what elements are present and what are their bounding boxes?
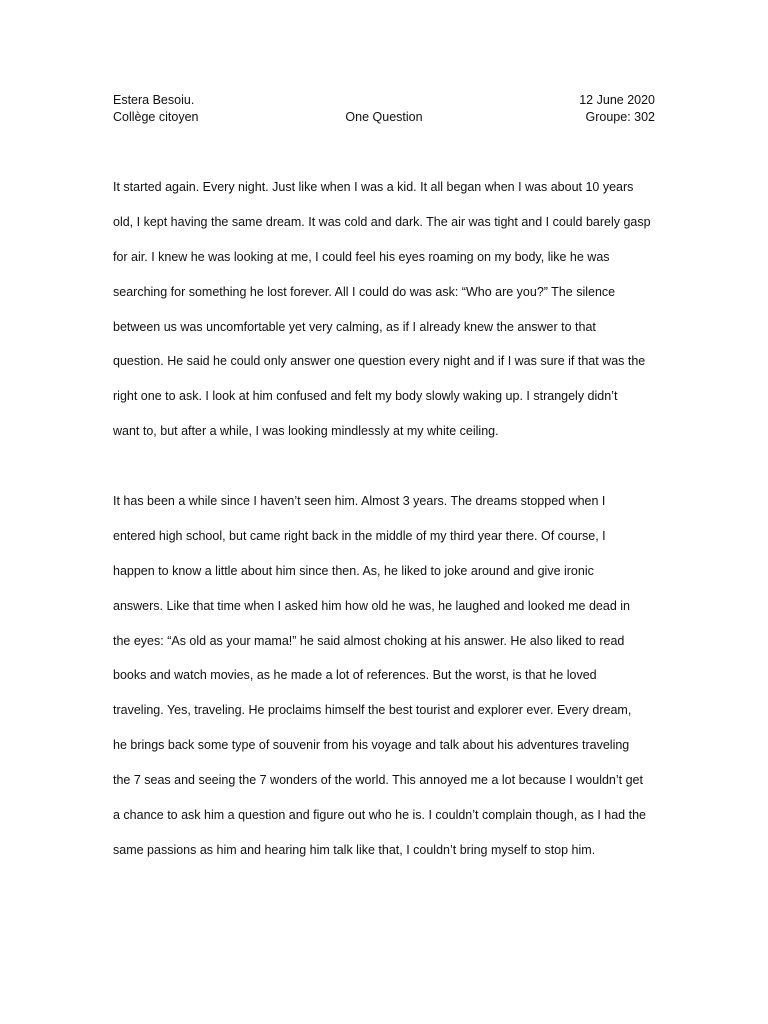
group-number: Groupe: 302 [585, 110, 655, 124]
paragraph-line: for air. I knew he was looking at me, I could feel his eyes roaming on my body, like he was [113, 249, 610, 264]
paragraph-line: entered high school, but came right back in the middle of my third year there. Of course, I [113, 528, 606, 543]
paragraph-line: the eyes: “As old as your mama!” he said almost choking at his answer. He also liked to read [113, 633, 625, 648]
school-name: Collège citoyen [113, 110, 199, 124]
paragraph-line: It started again. Every night. Just like when I was a kid. It all began when I was about 10 years [113, 180, 634, 194]
document-title: One Question [345, 110, 423, 124]
paragraph-line: same passions as him and hearing him talk like that, I couldn’t bring myself to stop him. [113, 842, 596, 857]
paragraph-line: he brings back some type of souvenir from his voyage and talk about his adventures traveling [113, 738, 630, 753]
header-right [579, 92, 655, 126]
paragraph-line: right one to ask. I look at him confused and felt my body slowly waking up. I strangely didn’t [113, 389, 618, 404]
paragraph-1 [113, 179, 658, 458]
paragraph-line: answers. Like that time when I asked him how old he was, he laughed and looked me dead in [113, 598, 630, 613]
paragraph-line: happen to know a little about him since then. As, he liked to joke around and give ironic [113, 563, 594, 578]
paragraph-line: question. He said he could only answer one question every night and if I was sure if that was the [113, 354, 646, 369]
document-date: 12 June 2020 [579, 93, 655, 107]
paragraph-line: old, I kept having the same dream. It was cold and dark. The air was tight and I could barely gasp [113, 214, 651, 229]
author-name: Estera Besoiu. [113, 93, 195, 107]
paragraph-line: searching for something he lost forever. All I could do was ask: “Who are you?” The silence [113, 284, 616, 299]
header-center [113, 109, 655, 126]
paragraph-line: It has been a while since I haven’t seen him. Almost 3 years. The dreams stopped when I [113, 494, 606, 508]
paragraph-line: a chance to ask him a question and figure out who he is. I couldn’t complain though, as I had the [113, 808, 646, 823]
paragraph-line: traveling. Yes, traveling. He proclaims himself the best tourist and explorer ever. Every dream, [113, 703, 632, 718]
paragraph-line: books and watch movies, as he made a lot of references. But the worst, is that he loved [113, 668, 597, 683]
document-header [113, 92, 655, 132]
paragraph-line: the 7 seas and seeing the 7 wonders of the world. This annoyed me a lot because I wouldn’t get [113, 773, 643, 788]
paragraph-line: want to, but after a while, I was looking mindlessly at my white ceiling. [113, 424, 499, 439]
paragraph-2 [113, 493, 658, 877]
paragraph-line: between us was uncomfortable yet very calming, as if I already knew the answer to that [113, 319, 596, 334]
